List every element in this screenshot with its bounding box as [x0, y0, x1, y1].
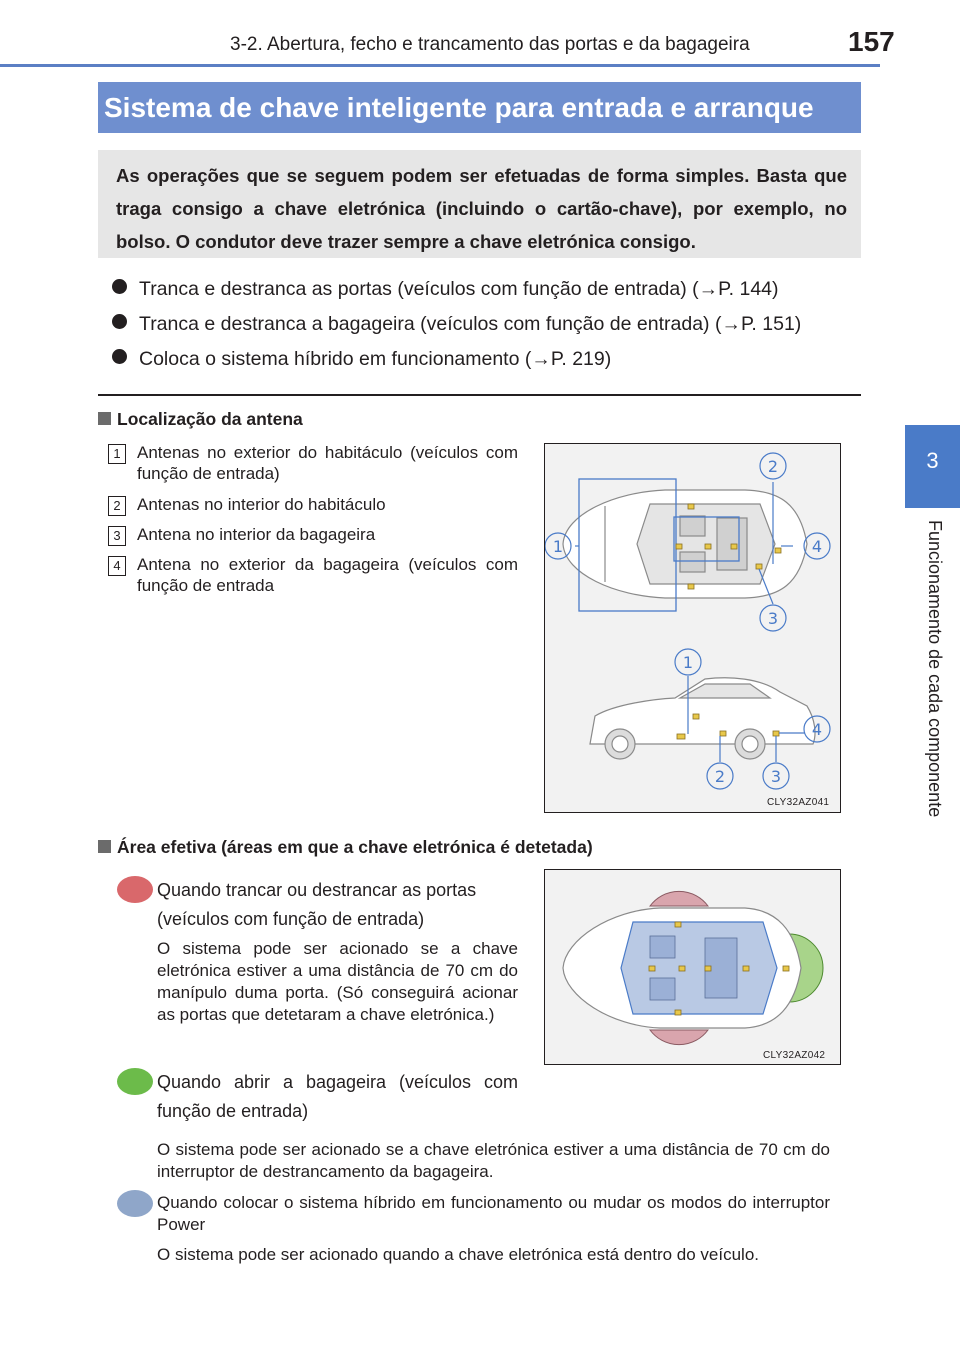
svg-text:3: 3: [770, 767, 782, 786]
svg-text:2: 2: [714, 767, 726, 786]
door-zone-top: [650, 891, 708, 906]
antenna-section-heading: Localização da antena: [98, 409, 303, 430]
car-side-view: [590, 678, 815, 759]
bullet-item: [112, 348, 611, 371]
bullet-dot-icon: [112, 314, 127, 329]
bullet-dot-icon: [112, 349, 127, 364]
chapter-tab-rule: [905, 505, 960, 508]
area-item-body: O sistema pode ser acionado se a chave eletrónica estiver a uma distância de 70 cm do manípulo duma porta. (Só conseguirá acionar as portas que detetaram a chave eletrónica.): [157, 939, 518, 1024]
antenna-item-text: Antena no interior da bagageira: [137, 525, 376, 544]
bullet-text: Tranca e destranca a bagageira (veículos com função de entrada) (→P. 151): [139, 313, 802, 335]
figure-label-4: 4: [811, 537, 823, 556]
effective-area-figure: [544, 869, 841, 1065]
antenna-number-4: 4: [108, 556, 126, 576]
intro-text: As operações que se seguem podem ser efetuadas de forma simples. Basta que traga consigo a chave eletrónica (incluindo o cartão-chave), por exemplo, no bolso. O condutor deve trazer sempre a chave eletrónica consigo.: [116, 165, 847, 252]
intro-box: [98, 150, 861, 258]
area-item-body: O sistema pode ser acionado se a chave eletrónica estiver a uma distância de 70 cm do interruptor de destrancamento da bagageira.: [157, 1140, 830, 1181]
square-bullet-icon: [98, 840, 111, 853]
interior-area-color-badge: [117, 1190, 153, 1217]
area-item-title: Quando trancar ou destrancar as portas (veículos com função de entrada): [157, 880, 477, 929]
area-item-body: O sistema pode ser acionado quando a chave eletrónica está dentro do veículo.: [157, 1245, 759, 1264]
bullet-dot-icon: [112, 279, 127, 294]
antenna-location-figure: [544, 443, 841, 813]
figure-label-3: 3: [767, 609, 779, 628]
car-top-view: [563, 490, 807, 598]
antenna-item-text: Antenas no exterior do habitáculo (veículos com função de entrada): [137, 443, 518, 483]
car-antenna-illustration: [545, 444, 840, 812]
door-zone-bottom: [650, 1030, 708, 1045]
square-bullet-icon: [98, 412, 111, 425]
antenna-item-text: Antenas no interior do habitáculo: [137, 495, 386, 514]
chapter-number: 3: [926, 448, 939, 473]
bullet-text: Coloca o sistema híbrido em funcionamento (→P. 219): [139, 348, 612, 370]
section-divider: [98, 394, 861, 396]
antenna-number-3: 3: [108, 526, 126, 546]
bullet-text: Tranca e destranca as portas (veículos com função de entrada) (→P. 144): [139, 278, 779, 300]
area-item-title: Quando abrir a bagageira (veículos com função de entrada): [157, 1072, 518, 1121]
figure-code: CLY32AZ042: [763, 1050, 826, 1061]
figure-code: CLY32AZ041: [767, 797, 830, 808]
bullet-item: [112, 278, 779, 301]
door-area-color-badge: [117, 876, 153, 903]
car-area-illustration: [545, 870, 840, 1064]
area-item-title: Quando colocar o sistema híbrido em funcionamento ou mudar os modos do interruptor Power: [157, 1193, 830, 1234]
antenna-item-text: Antena no exterior da bagageira (veículos com função de entrada: [137, 555, 518, 595]
figure-label-1: 1: [552, 537, 564, 556]
bullet-item: [112, 313, 801, 336]
antenna-number-1: 1: [108, 444, 126, 464]
area-section-heading: Área efetiva (áreas em que a chave eletrónica é detetada): [98, 837, 593, 858]
svg-text:1: 1: [682, 653, 694, 672]
chapter-title: Funcionamento de cada componente: [925, 520, 945, 818]
trunk-area-color-badge: [117, 1068, 153, 1095]
page-number: 157: [848, 26, 895, 57]
antenna-number-2: 2: [108, 496, 126, 516]
figure-label-2: 2: [767, 457, 779, 476]
header-rule: [0, 64, 880, 67]
running-header-title: 3-2. Abertura, fecho e trancamento das portas e da bagageira: [230, 34, 750, 55]
page-title: Sistema de chave inteligente para entrada e arranque: [98, 82, 861, 133]
svg-text:4: 4: [811, 720, 823, 739]
interior-zone: [621, 922, 777, 1014]
